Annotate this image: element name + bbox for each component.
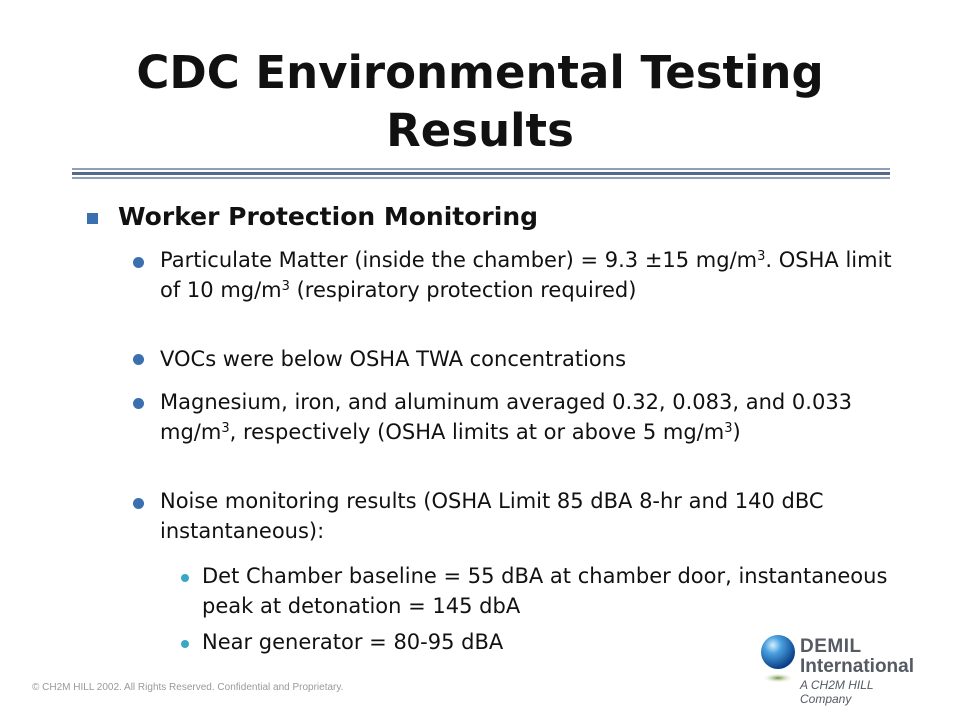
- superscript: 3: [281, 279, 290, 294]
- superscript: 3: [757, 249, 766, 264]
- bullet-text-part: ): [732, 420, 741, 444]
- square-bullet-icon: [87, 213, 98, 224]
- sub-bullet-dot-icon: [181, 640, 189, 648]
- bullet-text: [160, 245, 900, 305]
- bullet-text-part: Magnesium, iron, and aluminum averaged 0.32, 0.083, and 0.033 mg/m: [160, 390, 853, 444]
- title-divider-line: [72, 177, 890, 179]
- sub-bullet-text: Near generator = 80-95 dBA: [202, 630, 504, 654]
- sub-bullet-text: Det Chamber baseline = 55 dBA at chamber door, instantaneous peak at detonation = 145 dbA: [202, 564, 888, 618]
- title-divider-line: [72, 172, 890, 175]
- globe-icon: [758, 632, 798, 688]
- bullet-dot-icon: [133, 398, 144, 409]
- logo-tagline: A CH2M HILL Company: [800, 678, 874, 706]
- bullet-dot-icon: [133, 354, 144, 365]
- sub-bullet-dot-icon: [181, 574, 189, 582]
- company-logo: [758, 630, 928, 706]
- superscript: 3: [221, 421, 230, 436]
- bullet-text-part: . OSHA limit of 10 mg/m: [160, 248, 892, 302]
- bullet-dot-icon: [133, 498, 144, 509]
- title-divider-line: [72, 168, 890, 170]
- logo-text: International: [800, 656, 915, 677]
- bullet-text: [160, 387, 900, 447]
- footer-copyright: © CH2M HILL 2002. All Rights Reserved. Confidential and Proprietary.: [32, 682, 344, 693]
- bullet-text-part: , respectively (OSHA limits at or above 5 mg/m: [229, 420, 725, 444]
- bullet-text: Noise monitoring results (OSHA Limit 85 dBA 8-hr and 140 dBC instantaneous):: [160, 489, 824, 543]
- section-heading: Worker Protection Monitoring: [118, 202, 539, 231]
- superscript: 3: [724, 421, 733, 436]
- bullet-text: VOCs were below OSHA TWA concentrations: [160, 347, 627, 371]
- bullet-text-part: (respiratory protection required): [289, 278, 637, 302]
- logo-text: DEMIL: [800, 636, 862, 657]
- bullet-dot-icon: [133, 257, 144, 268]
- slide-title: CDC Environmental Testing Results: [136, 46, 824, 157]
- bullet-text-part: Particulate Matter (inside the chamber) = 9.3 ±15 mg/m: [160, 248, 758, 272]
